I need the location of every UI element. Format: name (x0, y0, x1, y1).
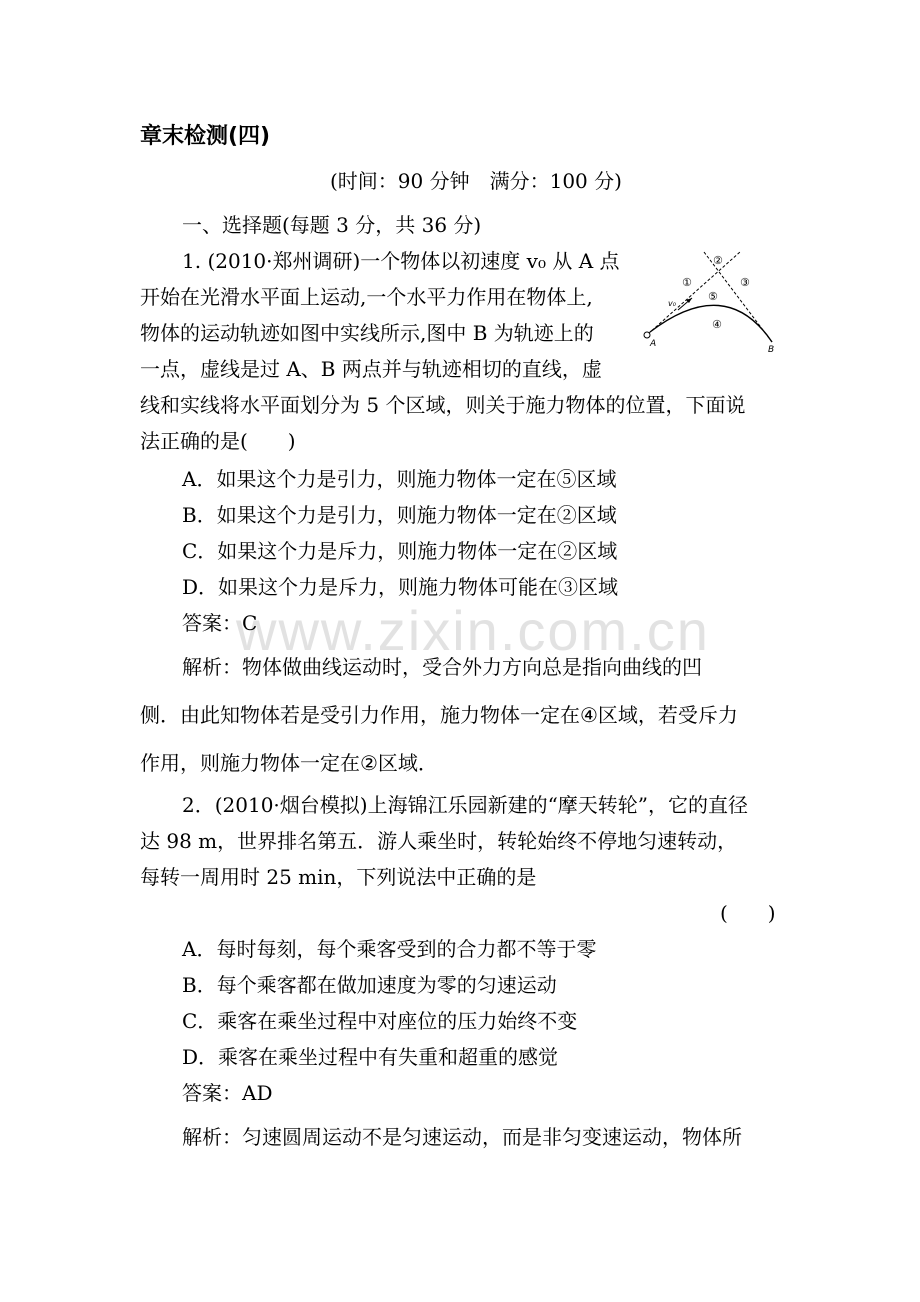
q1-analysis-2: 侧．由此知物体若是受引力作用，施力物体一定在④区域，若受斥力 (140, 703, 738, 727)
section-heading: 一、选择题(每题 3 分，共 36 分) (182, 213, 482, 237)
q2-option-a: A．每时每刻，每个乘客受到的合力都不等于零 (182, 937, 597, 961)
q2-option-b: B．每个乘客都在做加速度为零的匀速运动 (182, 973, 557, 997)
q1-option-d: D．如果这个力是斥力，则施力物体可能在③区域 (182, 575, 619, 599)
region-4: ④ (712, 318, 722, 331)
q1-line-6: 法正确的是( ) (140, 429, 296, 453)
label-a: A (650, 339, 657, 349)
q1-option-a: A．如果这个力是引力，则施力物体一定在⑤区域 (182, 467, 617, 491)
q1-line-4: 一点，虚线是过 A、B 两点并与轨迹相切的直线，虚 (140, 357, 602, 381)
watermark: www.zixin.com.cn (236, 599, 710, 662)
q1-option-b: B．如果这个力是引力，则施力物体一定在②区域 (182, 503, 617, 527)
q2-line-2: 达 98 m，世界排名第五．游人乘坐时，转轮始终不停地匀速转动， (140, 829, 738, 853)
q1-analysis-3: 作用，则施力物体一定在②区域． (140, 751, 438, 775)
velocity-label: v₀ (668, 299, 676, 308)
region-1: ① (682, 276, 692, 289)
q1-option-c: C．如果这个力是斥力，则施力物体一定在②区域 (182, 539, 618, 563)
q2-analysis: 解析：匀速圆周运动不是匀速运动，而是非匀变速运动，物体所 (182, 1125, 742, 1149)
object-point-a (644, 332, 650, 338)
tangent-line-a (648, 252, 740, 334)
q1-line-3: 物体的运动轨迹如图中实线所示,图中 B 为轨迹上的 (140, 321, 594, 345)
q2-answer: 答案：AD (182, 1081, 273, 1105)
label-b: B (768, 345, 775, 355)
chapter-title: 章末检测(四) (140, 124, 271, 149)
q2-line-3: 每转一周用时 25 min，下列说法中正确的是 (140, 865, 537, 889)
trajectory-figure (640, 248, 790, 358)
q2-option-c: C．乘客在乘坐过程中对座位的压力始终不变 (182, 1009, 578, 1033)
q1-analysis-1: 解析：物体做曲线运动时，受合外力方向总是指向曲线的凹 (182, 655, 702, 679)
q1-answer: 答案：C (182, 611, 258, 635)
q2-line-1: 2．(2010·烟台模拟)上海锦江乐园新建的“摩天转轮”，它的直径 (182, 793, 749, 817)
q1-line-1: 1. (2010·郑州调研)一个物体以初速度 v₀ 从 A 点 (182, 249, 620, 273)
region-3: ③ (740, 276, 750, 289)
q2-answer-bracket: ( ) (720, 901, 776, 925)
trajectory-curve (650, 305, 772, 342)
region-5: ⑤ (708, 290, 718, 303)
region-2: ② (713, 254, 723, 267)
exam-meta: (时间：90 分钟 满分：100 分) (330, 169, 622, 193)
q1-line-5: 线和实线将水平面划分为 5 个区域，则关于施力物体的位置，下面说 (140, 393, 746, 417)
q1-line-2: 开始在光滑水平面上运动,一个水平力作用在物体上, (140, 285, 593, 309)
q2-option-d: D．乘客在乘坐过程中有失重和超重的感觉 (182, 1045, 559, 1069)
